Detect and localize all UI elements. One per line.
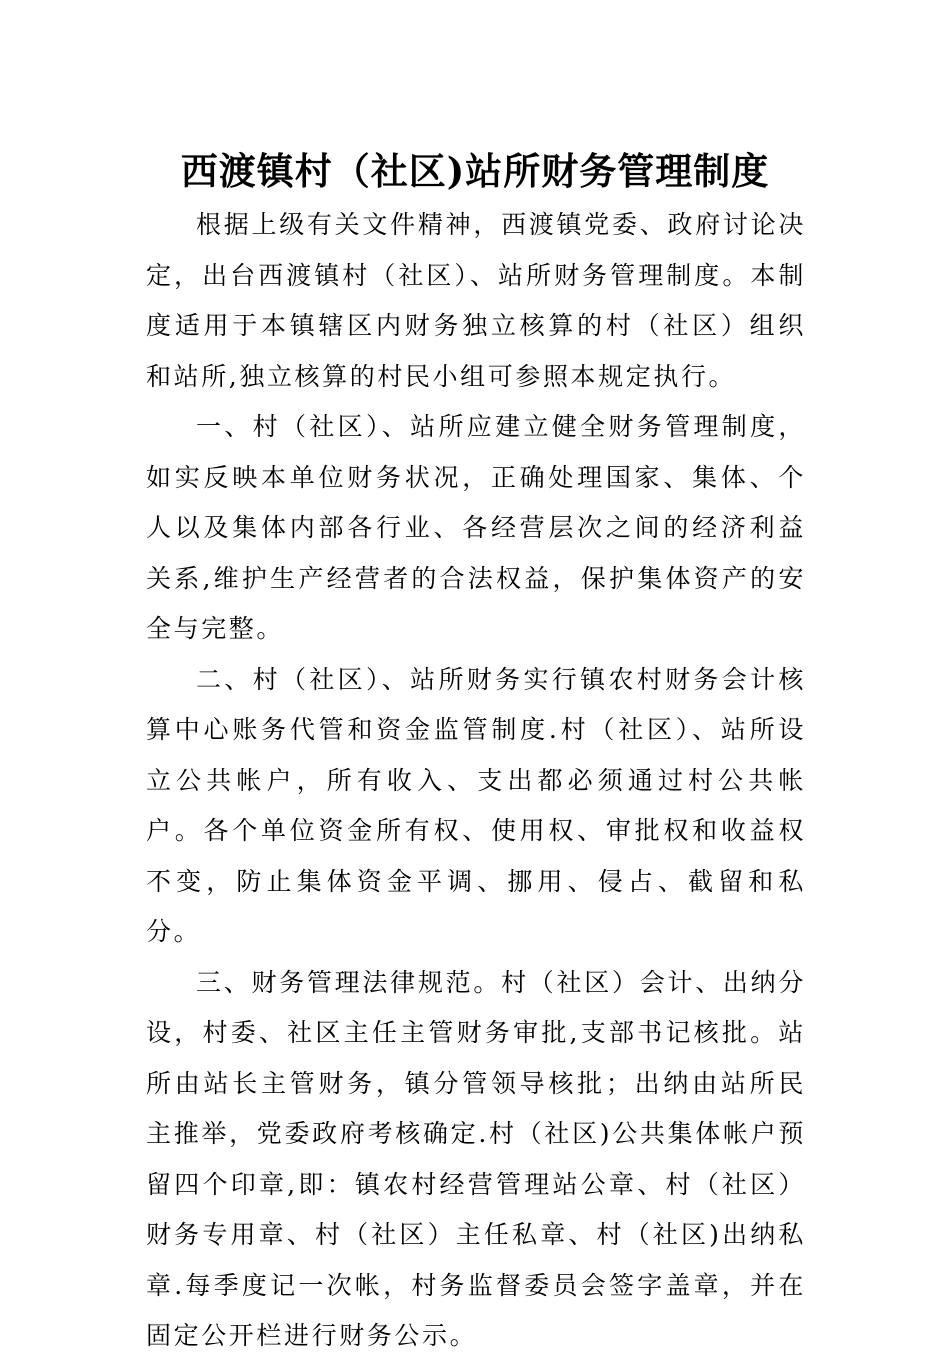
paragraph-section-1: 一、村（社区）、站所应建立健全财务管理制度，如实反映本单位财务状况，正确处理国家、集体、个人以及集体内部各行业、各经营层次之间的经济利益关系,维护生产经营者的合法权益，保护集体资产的安全与完整。 (146, 412, 806, 643)
paragraph-section-2: 二、村（社区）、站所财务实行镇农村财务会计核算中心账务代管和资金监管制度.村（社区）、站所设立公共帐户，所有收入、支出都必须通过村公共帐户。各个单位资金所有权、使用权、审批权和收益权不变，防止集体资金平调、挪用、侵占、截留和私分。 (146, 664, 806, 946)
document-body (146, 200, 806, 1362)
document-title: 西渡镇村（社区)站所财务管理制度 (180, 149, 770, 193)
paragraph-intro: 根据上级有关文件精神，西渡镇党委、政府讨论决定，出台西渡镇村（社区）、站所财务管理制度。本制度适用于本镇辖区内财务独立核算的村（社区）组织和站所,独立核算的村民小组可参照本规定执行。 (146, 210, 806, 391)
paragraph-section-3: 三、财务管理法律规范。村（社区）会计、出纳分设，村委、社区主任主管财务审批,支部书记核批。站所由站长主管财务，镇分管领导核批；出纳由站所民主推举，党委政府考核确定.村（社区)公共集体帐户预留四个印章,即：镇农村经营管理站公章、村（社区）财务专用章、村（社区）主任私章、村（社区)出纳私章.每季度记一次帐，村务监督委员会签字盖章，并在固定公开栏进行财务公示。 (146, 967, 806, 1350)
